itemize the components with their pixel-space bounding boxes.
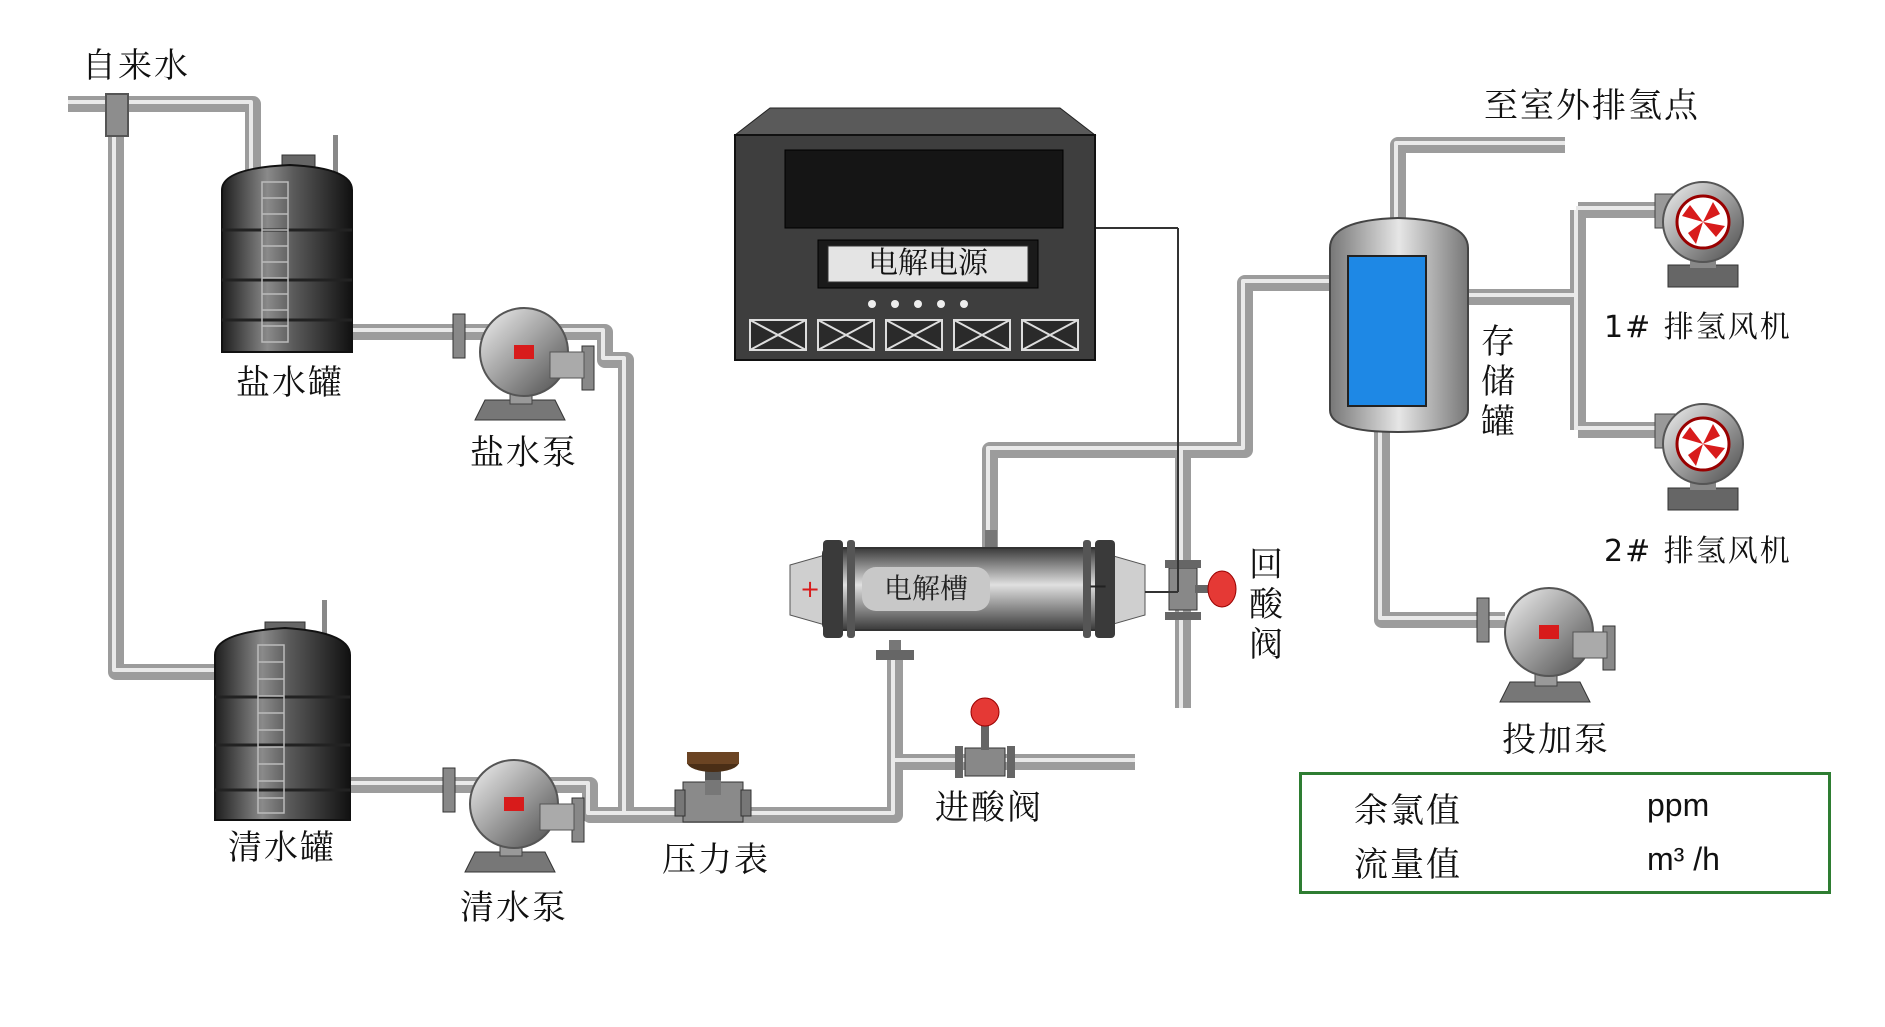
power-supply-name: 电解电源 — [868, 246, 988, 281]
storage-tank-label: 存储罐 — [1481, 322, 1515, 442]
brine-pump-label: 盐水泵 — [470, 433, 578, 473]
exhaust-outdoor-label: 至室外排氢点 — [1484, 86, 1700, 126]
electrolyzer-plus-terminal: + — [800, 575, 823, 603]
dosing-pump-label: 投加泵 — [1502, 720, 1610, 760]
flow-label: 流量值 — [1354, 845, 1462, 885]
storage-tank — [1330, 218, 1468, 432]
acid-inlet-valve-label: 进酸阀 — [935, 788, 1043, 828]
acid-return-valve-label: 回酸阀 — [1249, 545, 1283, 665]
readout-panel — [1299, 772, 1831, 894]
tap-water-label: 自来水 — [82, 46, 190, 86]
electrolysis-power-supply — [735, 108, 1095, 360]
clear-tank-label: 清水罐 — [228, 828, 336, 868]
exhaust-pipe — [1398, 145, 1565, 230]
fan-1-label: 1# 排氢风机 — [1604, 310, 1792, 345]
dosing-pump[interactable] — [1477, 588, 1615, 702]
tap-to-clear-tank-pipe — [116, 104, 222, 672]
exhaust-fan-1[interactable] — [1655, 182, 1743, 287]
exhaust-fan-2[interactable] — [1655, 404, 1743, 510]
electrolyzer-minus-terminal: − — [1088, 572, 1111, 600]
flow-unit: m³ /h — [1647, 841, 1720, 877]
brine-tank — [222, 135, 352, 352]
clear-pump[interactable] — [443, 760, 584, 872]
dosing-feed-pipe — [1382, 430, 1505, 620]
tap-water-pipe — [68, 104, 253, 180]
clear-pump-label: 清水泵 — [460, 888, 568, 928]
pressure-gauge-label: 压力表 — [662, 840, 770, 880]
pressure-gauge[interactable] — [675, 752, 751, 822]
residual-chlorine-label: 余氯值 — [1354, 791, 1462, 831]
fan-2-label: 2# 排氢风机 — [1604, 534, 1792, 569]
brine-tank-label: 盐水罐 — [236, 363, 344, 403]
electrolyzer-label: 电解槽 — [862, 567, 990, 611]
residual-chlorine-unit: ppm — [1647, 787, 1710, 823]
clear-tank — [215, 600, 350, 820]
tap-tee-fitting — [106, 94, 128, 136]
